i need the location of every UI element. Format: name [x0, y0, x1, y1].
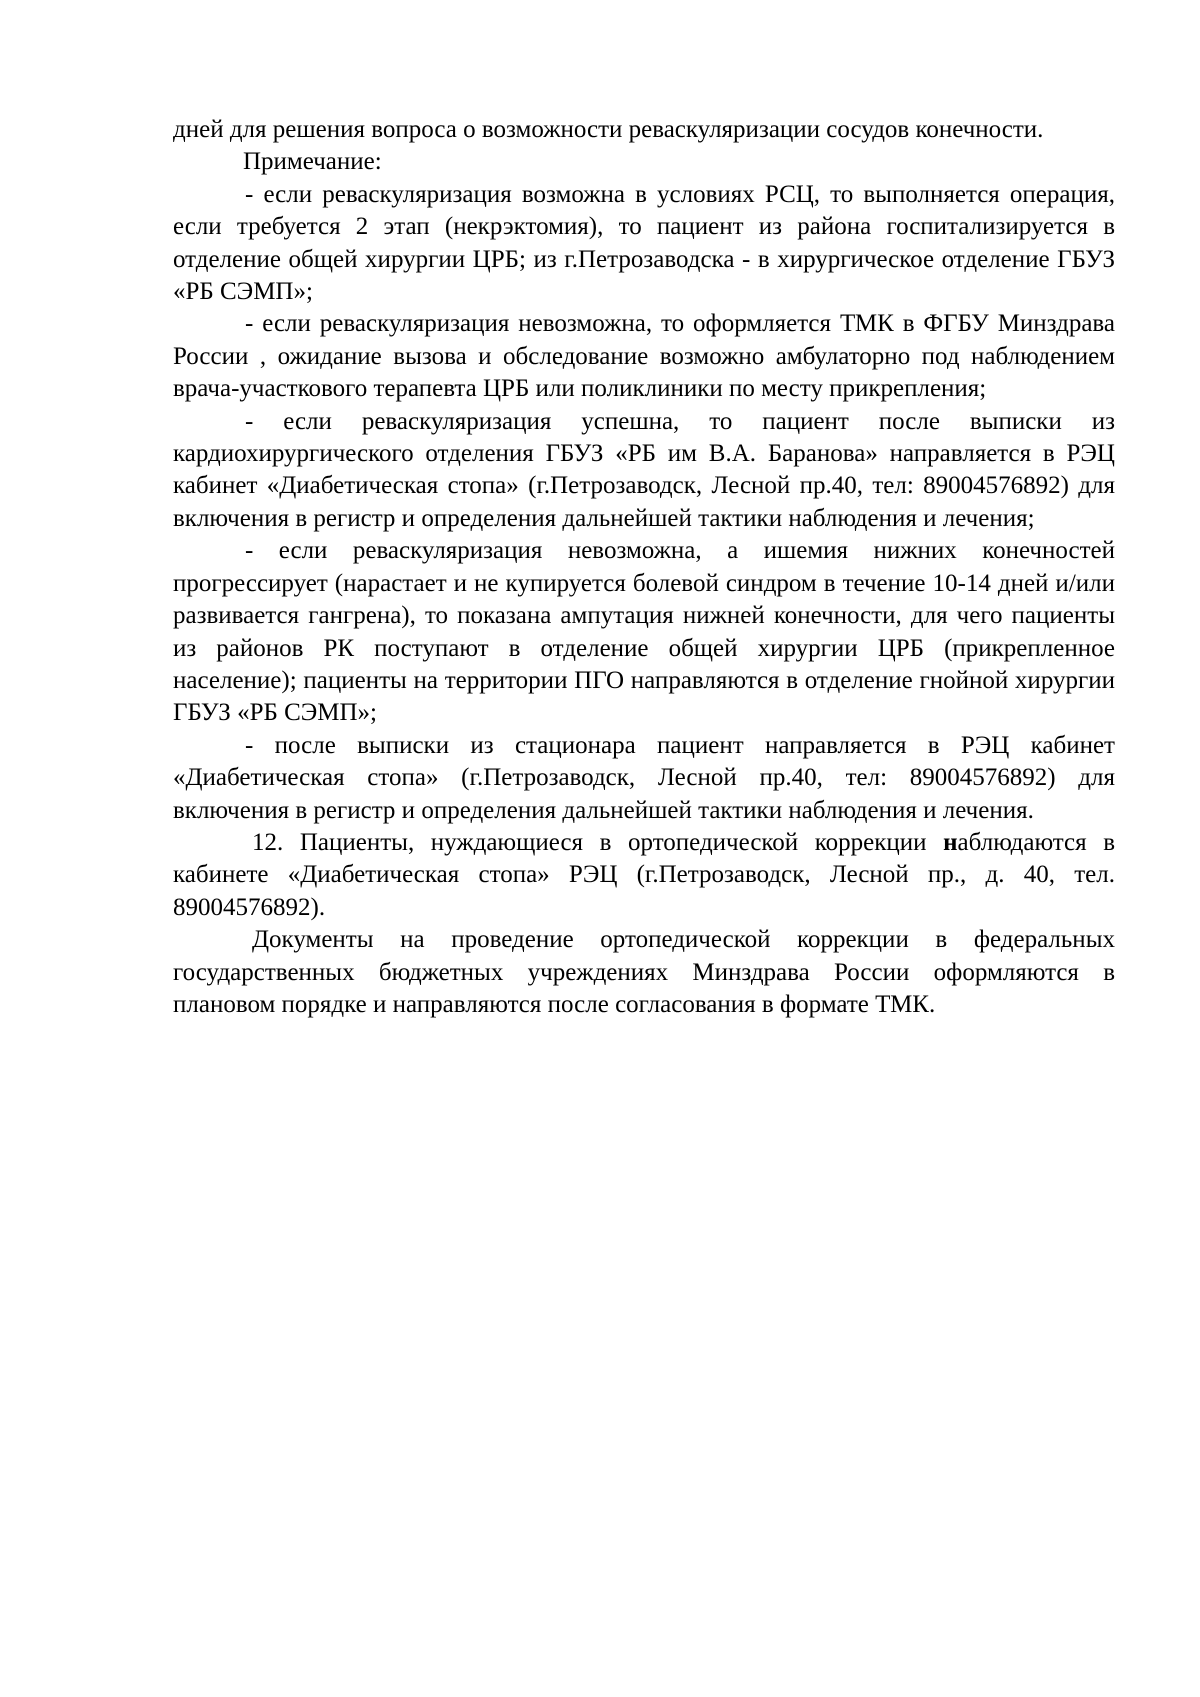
item-12: [173, 827, 1115, 924]
item-12-number: 12.: [252, 828, 284, 856]
item-12-bold-letter: н: [943, 828, 958, 856]
note-item-revascularization-successful: - если реваскуляризация успешна, то пациент после выписки из кардиохирургического отделения ГБУЗ «РБ им В.А. Баранова» направляется в РЭЦ кабинет «Диабетическая стопа» (г.Петрозаводск, Лесной пр.40, тел: 89004576892) для включения в регистр и определения дальнейшей тактики наблюдения и лечения;: [173, 407, 1115, 532]
note-item-after-discharge: - после выписки из стационара пациент направляется в РЭЦ кабинет «Диабетическая стопа» (г.Петрозаводск, Лесной пр.40, тел: 89004576892) для включения в регистр и определения дальнейшей тактики наблюдения и лечения.: [173, 731, 1115, 824]
item-12-text-start: Пациенты, нуждающиеся в ортопедической коррекции: [299, 828, 944, 856]
item-12-text-end: аблюдаются в кабинете «Диабетическая стопа» РЭЦ (г.Петрозаводск, Лесной пр., д. 40, тел. 89004576892).: [173, 828, 1116, 921]
note-item-ischemia-progression: - если реваскуляризация невозможна, а ишемия нижних конечностей прогрессирует (нарастает и не купируется болевой синдром в течение 10-14 дней и/или развивается гангрена), то показана ампутация нижней конечности, для чего пациенты из районов РК поступают в отделение общей хирургии ЦРБ (прикрепленное население); пациенты на территории ПГО направляются в отделение гнойной хирургии ГБУЗ «РБ СЭМП»;: [173, 537, 1115, 727]
note-item-revascularization-impossible: - если реваскуляризация невозможна, то оформляется ТМК в ФГБУ Минздрава России , ожидание вызова и обследование возможно амбулаторно под наблюдением врача-участкового терапевта ЦРБ или поликлиники по месту прикрепления;: [173, 310, 1115, 403]
note-heading: Примечание:: [243, 148, 382, 176]
note-item-revascularization-possible: - если реваскуляризация возможна в условиях РСЦ, то выполняется операция, если требуется 2 этап (некрэктомия), то пациент из района госпитализируется в отделение общей хирургии ЦРБ; из г.Петрозаводска - в хирургическое отделение ГБУЗ «РБ СЭМП»;: [173, 180, 1115, 306]
document-body: [173, 114, 1115, 1021]
closing-paragraph: Документы на проведение ортопедической коррекции в федеральных государственных бюджетных учреждениях Минздрава России оформляются в плановом порядке и направляются после согласования в формате ТМК.: [173, 926, 1115, 1018]
paragraph-continuation: дней для решения вопроса о возможности реваскуляризации сосудов конечности.: [173, 116, 1044, 143]
